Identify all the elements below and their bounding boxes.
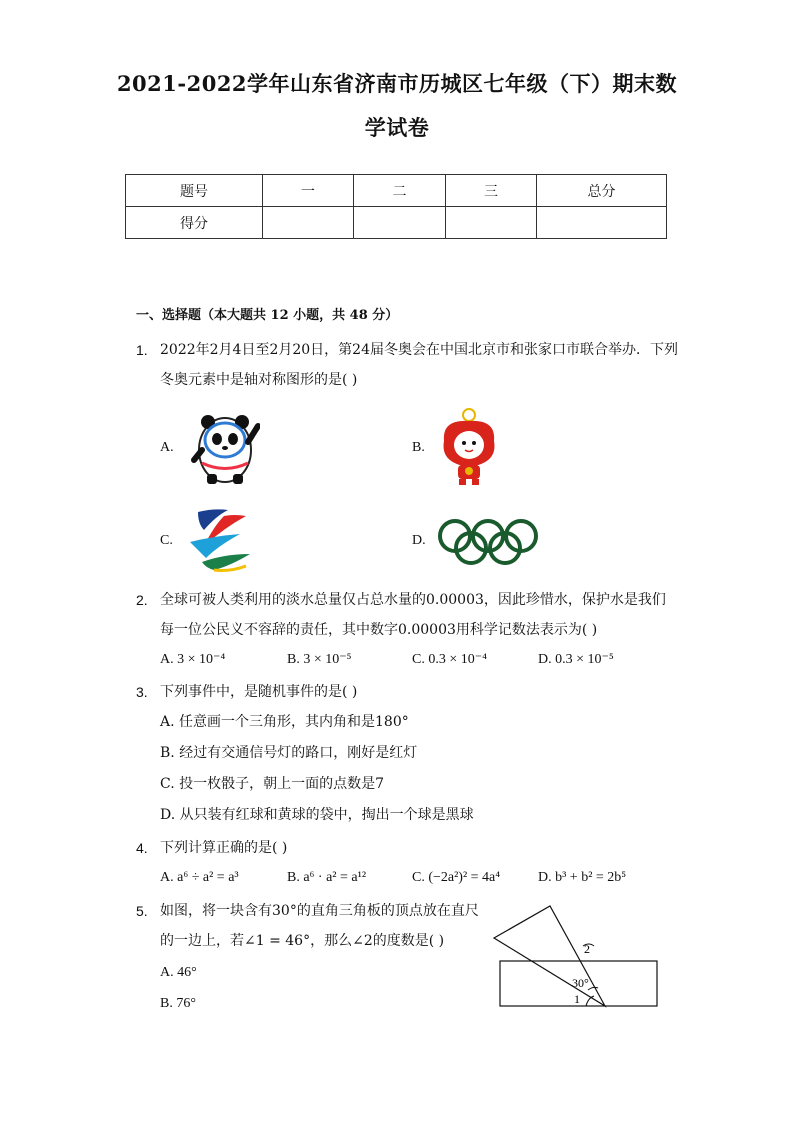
option-label: D. (412, 533, 426, 548)
question-text: 每一位公民义不容辞的责任，其中数字0.00003用科学记数法表示为( ) (160, 622, 598, 638)
option-d: D. 从只装有红球和黄球的袋中，掏出一个球是黑球 (160, 807, 474, 823)
olympic-rings-image (438, 516, 538, 566)
score-table (125, 174, 667, 239)
score-cell (354, 207, 446, 239)
title-line-2: 学试卷 (364, 115, 430, 140)
panda-mascot-image (190, 408, 260, 486)
score-cell (263, 207, 354, 239)
question-text: 全球可被人类利用的淡水总量仅占总水量的0.00003，因此珍惜水，保护水是我们 (160, 592, 666, 608)
option-label: A. (160, 440, 174, 455)
option-c: C. (−2a²)² = 4a⁴ (412, 870, 501, 885)
option-a: A. 3 × 10⁻⁴ (160, 652, 226, 667)
angle-30-label: 30° (572, 976, 589, 990)
score-cell (537, 207, 667, 239)
option-d: D. b³ + b² = 2b⁵ (538, 870, 627, 885)
question-number: 4. (136, 840, 148, 856)
angle-2-label: 2 (584, 942, 590, 956)
question-text: 如图，将一块含有30°的直角三角板的顶点放在直尺 (160, 903, 479, 919)
section-heading: 一、选择题（本大题共 12 小题，共 48 分） (136, 308, 399, 323)
triangle-ruler-figure (490, 902, 662, 1010)
question-text: 下列事件中，是随机事件的是( ) (160, 684, 358, 700)
question-number: 2. (136, 592, 148, 608)
angle-1-label: 1 (574, 992, 580, 1006)
option-a: A. 任意画一个三角形，其内角和是180° (160, 714, 409, 730)
lantern-mascot-image (436, 405, 502, 487)
option-b: B. 经过有交通信号灯的路口，刚好是红灯 (160, 745, 418, 761)
score-header-cell: 一 (263, 175, 354, 207)
triangle-plate (494, 906, 605, 1006)
score-table-header-row (126, 175, 667, 207)
score-header-cell: 题号 (126, 175, 263, 207)
option-a: A. a⁶ ÷ a² = a³ (160, 870, 239, 885)
score-header-cell: 总分 (537, 175, 667, 207)
option-c: C. 投一枚骰子，朝上一面的点数是7 (160, 776, 385, 792)
score-table-row (126, 207, 667, 239)
score-cell (446, 207, 537, 239)
title-line-1: 2021-2022学年山东省济南市历城区七年级（下）期末数 (116, 71, 678, 96)
question-number: 1. (136, 342, 148, 358)
question-text: 下列计算正确的是( ) (160, 840, 288, 856)
option-b: B. 76° (160, 996, 196, 1011)
score-header-cell: 三 (446, 175, 537, 207)
question-number: 5. (136, 903, 148, 919)
score-row-label: 得分 (126, 207, 263, 239)
question-text: 2022年2月4日至2月20日，第24届冬奥会在中国北京市和张家口市联合举办．下列 (160, 342, 678, 358)
option-label: B. (412, 440, 425, 455)
winter-games-emblem-image (184, 506, 254, 574)
option-b: B. a⁶ · a² = a¹² (287, 870, 367, 885)
option-b: B. 3 × 10⁻⁵ (287, 652, 352, 667)
option-label: C. (160, 533, 173, 548)
question-text: 的一边上，若∠1 = 46°，那么∠2的度数是( ) (160, 933, 445, 949)
option-d: D. 0.3 × 10⁻⁵ (538, 652, 614, 667)
score-header-cell: 二 (354, 175, 446, 207)
option-c: C. 0.3 × 10⁻⁴ (412, 652, 488, 667)
option-a: A. 46° (160, 965, 197, 980)
question-number: 3. (136, 684, 148, 700)
question-text: 冬奥元素中是轴对称图形的是( ) (160, 372, 358, 388)
